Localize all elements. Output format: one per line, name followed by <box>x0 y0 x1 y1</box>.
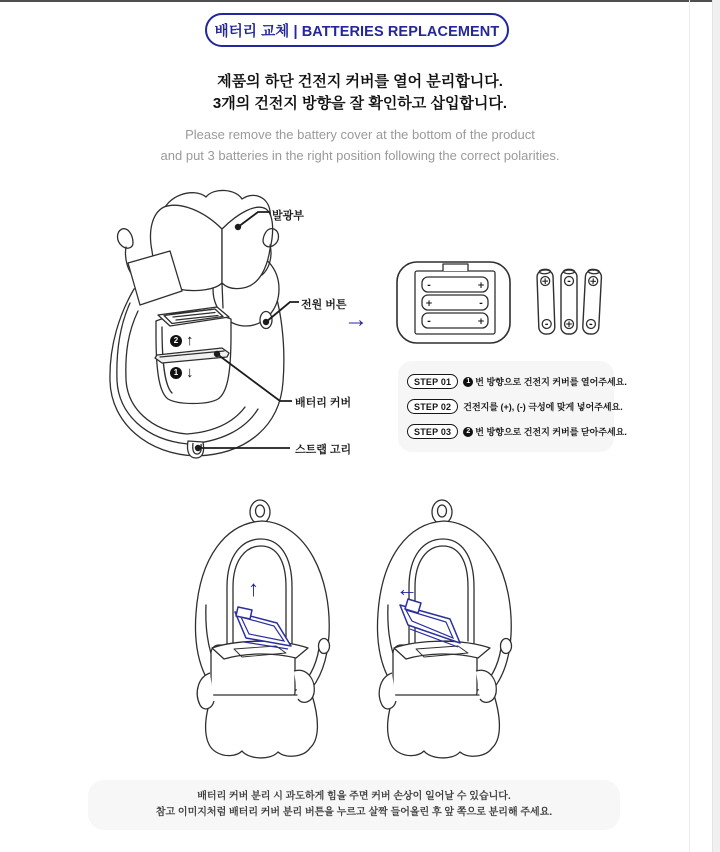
intro-en-line-1: Please remove the battery cover at the bottom of the product <box>185 127 535 142</box>
footer-line-1: 배터리 커버 분리 시 과도하게 힘을 주면 커버 손상이 일어날 수 있습니다. <box>197 791 511 802</box>
footer-caution-note <box>88 780 620 830</box>
step-row-3 <box>407 424 627 439</box>
step2-badge: STEP 02 <box>407 399 458 414</box>
up-arrow-icon: ↑ <box>186 332 194 349</box>
slot3-left-sign: - <box>427 317 431 327</box>
aaa-battery-1 <box>537 269 555 334</box>
down-arrow-icon: ↓ <box>186 364 194 381</box>
product-bottom-view-diagram <box>100 185 300 465</box>
lift-up-arrow-icon: ↑ <box>248 576 259 601</box>
label-power-button: 전원 버튼 <box>301 299 347 311</box>
intro-ko-line-2: 3개의 건전지 방향을 잘 확인하고 삽입합니다. <box>212 95 508 112</box>
page-title-text: 배터리 교체 | BATTERIES REPLACEMENT <box>214 23 500 40</box>
circled-number-2: 2 <box>170 335 182 347</box>
intro-en-line-2: and put 3 batteries in the right position following the correct polarities. <box>160 148 560 163</box>
aaa-battery-3 <box>582 269 601 334</box>
battery1-top-sign: + <box>541 276 550 288</box>
slot2-right-sign: - <box>479 299 483 309</box>
compartment-tab <box>443 264 468 271</box>
page-title <box>205 13 509 47</box>
battery2-bottom-sign: + <box>565 320 573 330</box>
skirt-and-feet <box>206 695 318 758</box>
footer-line-2: 참고 이미지처럼 배터리 커버 분리 버튼을 누르고 살짝 들어올린 후 앞 쪽으로 분리해 주세요. <box>155 807 553 818</box>
steps-panel <box>398 361 627 452</box>
power-button-shape <box>319 639 330 654</box>
step3-text <box>463 425 627 438</box>
battery3-bottom-sign: - <box>588 319 594 331</box>
aaa-batteries-diagram <box>528 256 612 344</box>
intro-english <box>3 124 717 166</box>
open-direction-mark <box>170 332 194 349</box>
figure-open-cover-lift <box>178 495 348 765</box>
step3-instruction: 번 방향으로 건전지 커버를 닫아주세요. <box>475 427 627 437</box>
figure-open-cover-pull <box>358 495 528 765</box>
label-strap-ring: 스트랩 고리 <box>295 444 352 456</box>
close-direction-mark <box>170 364 194 381</box>
step3-circled-number: 2 <box>463 427 473 437</box>
right-arrow-icon: → <box>344 306 368 333</box>
slot1-left-sign: - <box>427 281 431 291</box>
slot2-left-sign: + <box>425 299 433 309</box>
step1-text <box>463 375 627 388</box>
intro-korean <box>3 71 717 115</box>
step1-instruction: 번 방향으로 건전지 커버를 열어주세요. <box>475 377 627 387</box>
step1-circled-number: 1 <box>463 377 473 387</box>
label-battery-cover: 배터리 커버 <box>295 397 352 409</box>
strap-hole-loop <box>432 500 452 524</box>
step2-text <box>463 400 622 413</box>
aaa-battery-2 <box>561 269 577 334</box>
skirt-and-feet <box>388 695 500 758</box>
top-border-bar <box>0 0 720 2</box>
intro-ko-line-1: 제품의 하단 건전지 커버를 열어 분리합니다. <box>217 73 503 90</box>
battery1-bottom-sign: - <box>544 319 549 331</box>
step-row-1 <box>407 374 627 389</box>
power-button-shape <box>501 639 512 654</box>
step1-badge: STEP 01 <box>407 374 458 389</box>
pull-left-arrow-icon: ← <box>396 576 418 601</box>
battery-compartment-diagram <box>392 252 522 350</box>
strap-hole-loop <box>250 500 270 524</box>
slot1-right-sign: + <box>477 281 485 291</box>
step-row-2 <box>407 399 623 414</box>
battery2-top-sign: - <box>567 277 571 287</box>
step2-instruction: 건전지를 (+), (-) 극성에 맞게 넣어주세요. <box>463 402 623 412</box>
battery3-top-sign: + <box>589 276 598 288</box>
label-light-part: 발광부 <box>272 210 304 222</box>
step3-badge: STEP 03 <box>407 424 458 439</box>
slot3-right-sign: + <box>477 317 485 327</box>
circled-number-1: 1 <box>170 367 182 379</box>
